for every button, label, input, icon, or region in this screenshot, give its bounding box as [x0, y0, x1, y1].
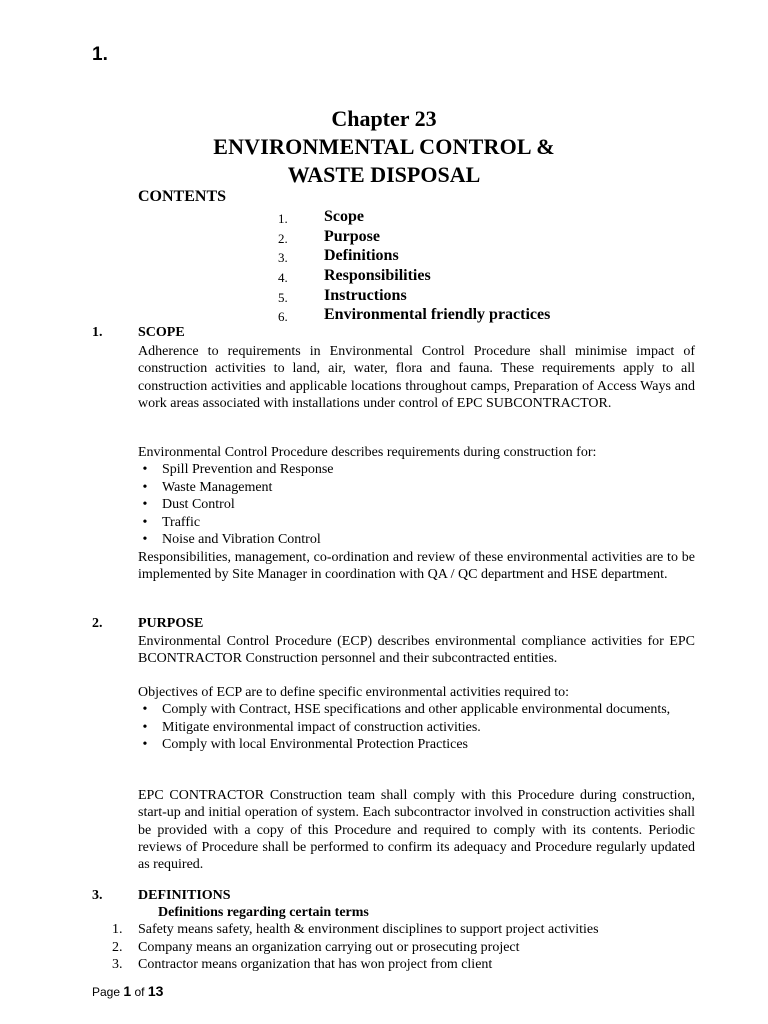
list-item	[112, 956, 712, 974]
toc-number: 1.	[278, 211, 288, 226]
scope-bullet-list	[138, 461, 695, 549]
bullet-icon: •	[142, 719, 148, 735]
list-item	[112, 921, 712, 939]
definitions-list	[112, 921, 712, 974]
bullet-icon: •	[142, 497, 148, 512]
footer-separator: of	[131, 985, 148, 999]
list-item	[138, 479, 695, 497]
list-item	[138, 736, 695, 754]
section-title: DEFINITIONS	[138, 888, 231, 903]
scope-paragraph-3: Responsibilities, management, co-ordination and review of these environmental activities are to be implemented by Site Manager in coordination with QA / QC department and HSE department.	[138, 550, 695, 583]
list-item	[138, 701, 695, 719]
list-item-text: Contractor means organization that has won project from client	[138, 957, 493, 972]
toc-number: 3.	[278, 250, 288, 265]
list-item-number: 1.	[112, 922, 123, 937]
section-number: 2.	[92, 616, 103, 631]
toc-number: 6.	[278, 309, 288, 324]
toc-item-definitions: Definitions	[324, 247, 399, 264]
section-number: 1.	[92, 325, 103, 340]
list-item-text: Noise and Vibration Control	[162, 532, 321, 547]
definitions-subheading: Definitions regarding certain terms	[158, 905, 369, 920]
bullet-icon: •	[142, 479, 148, 495]
list-item-number: 3.	[112, 957, 123, 972]
toc-item-responsibilities: Responsibilities	[324, 267, 431, 284]
footer-prefix: Page	[92, 985, 124, 999]
chapter-title-line-1: ENVIRONMENTAL CONTROL &	[213, 134, 555, 159]
toc-item-environmental-practices: Environmental friendly practices	[324, 306, 551, 323]
scope-paragraph-1: Adherence to requirements in Environmental Control Procedure shall minimise impact of construction activities to land, air, water, flora and fauna. These requirements apply to all construction activities and applicable locations throughout camps, Preparation of Access Ways and work areas associated with installations under control of EPC SUBCONTRACTOR.	[138, 344, 695, 411]
bullet-icon: •	[142, 737, 148, 752]
chapter-number: Chapter 23	[331, 106, 437, 131]
list-item-text: Traffic	[162, 514, 201, 530]
list-item-text: Comply with local Environmental Protection Practices	[162, 737, 468, 752]
toc-item-instructions: Instructions	[324, 287, 407, 304]
scope-paragraph-2: Environmental Control Procedure describes requirements during construction for:	[138, 445, 597, 460]
section-title: SCOPE	[138, 325, 185, 340]
bullet-icon: •	[142, 532, 148, 547]
toc-number: 5.	[278, 290, 288, 305]
chapter-title-line-2: WASTE DISPOSAL	[287, 162, 481, 187]
list-item	[138, 461, 695, 479]
list-item-number: 2.	[112, 939, 123, 955]
section-number: 3.	[92, 888, 103, 903]
list-item-text: Comply with Contract, HSE specifications and other applicable environmental documents,	[162, 702, 671, 717]
toc-item-scope: Scope	[324, 208, 364, 225]
list-item	[112, 939, 712, 957]
purpose-paragraph-3: EPC CONTRACTOR Construction team shall comply with this Procedure during construction, start-up and initial operation of system. Each subcontractor involved in construction activities shall be provided with a copy of this Procedure and required to comply with its contents. Periodic reviews of Procedure shall be performed to confirm its adequacy and Procedure regularly updated as required.	[138, 788, 695, 873]
toc-item-purpose: Purpose	[324, 228, 380, 245]
list-item	[138, 496, 695, 514]
page-marker: 1.	[92, 44, 108, 65]
list-item-text: Company means an organization carrying out or prosecuting project	[138, 939, 520, 955]
total-pages: 13	[147, 983, 164, 999]
bullet-icon: •	[142, 462, 148, 477]
list-item-text: Spill Prevention and Response	[162, 462, 334, 477]
list-item-text: Dust Control	[162, 497, 235, 512]
purpose-paragraph-2: Objectives of ECP are to define specific environmental activities required to:	[138, 685, 569, 700]
current-page-number: 1	[123, 983, 132, 999]
list-item-text: Waste Management	[162, 479, 273, 495]
list-item	[138, 531, 695, 549]
toc-number: 2.	[278, 231, 288, 246]
bullet-icon: •	[142, 702, 148, 717]
list-item	[138, 514, 695, 532]
list-item-text: Mitigate environmental impact of construction activities.	[162, 719, 481, 735]
purpose-paragraph-1: Environmental Control Procedure (ECP) describes environmental compliance activities for EPC BCONTRACTOR Construction personnel and their subcontracted entities.	[138, 634, 695, 667]
bullet-icon: •	[142, 514, 148, 530]
list-item-text: Safety means safety, health & environment disciplines to support project activities	[138, 922, 599, 937]
purpose-bullet-list	[138, 701, 695, 754]
page-footer	[92, 983, 163, 999]
contents-heading: CONTENTS	[138, 188, 227, 205]
toc-number: 4.	[278, 270, 288, 285]
list-item	[138, 719, 695, 737]
section-title: PURPOSE	[138, 616, 204, 631]
